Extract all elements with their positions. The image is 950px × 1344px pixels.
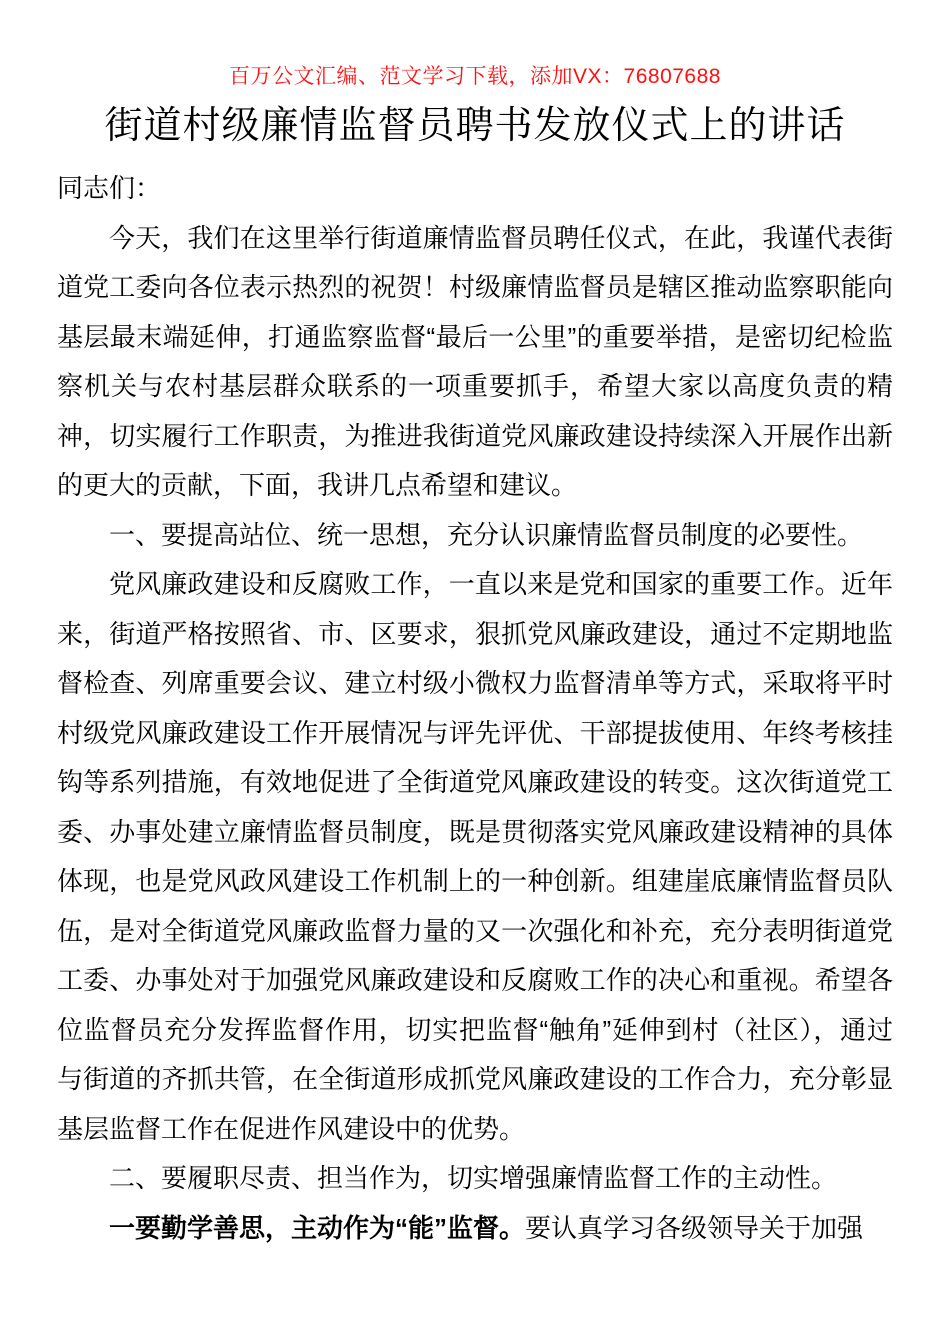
paragraph-section-2	[57, 1204, 893, 1254]
document-title: 街道村级廉情监督员聘书发放仪式上的讲话	[104, 105, 846, 147]
salutation: 同志们：	[57, 173, 162, 203]
promo-banner: 百万公文汇编、范文学习下载，添加VX：76807688	[229, 65, 721, 88]
paragraph-intro: 今天，我们在这里举行街道廉情监督员聘任仪式，在此，我谨代表街道党工委向各位表示热烈的祝贺！村级廉情监督员是辖区推动监察职能向基层最末端延伸，打通监察监督“最后一公里”的重要举措，是密切纪检监察机关与农村基层群众联系的一项重要抓手，希望大家以高度负责的精神，切实履行工作职责，为推进我街道党风廉政建设持续深入开展作出新的更大的贡献，下面，我讲几点希望和建议。	[57, 222, 893, 500]
paragraph-section-1: 党风廉政建设和反腐败工作，一直以来是党和国家的重要工作。近年来，街道严格按照省、市、区要求，狠抓党风廉政建设，通过不定期地监督检查、列席重要会议、建立村级小微权力监督清单等方式，采取将平时村级党风廉政建设工作开展情况与评先评优、干部提拔使用、年终考核挂钩等系列措施，有效地促进了全街道党风廉政建设的转变。这次街道党工委、办事处建立廉情监督员制度，既是贯彻落实党风廉政建设精神的具体体现，也是党风政风建设工作机制上的一种创新。组建崖底廉情监督员队伍，是对全街道党风廉政监督力量的又一次强化和补充，充分表明街道党工委、办事处对于加强党风廉政建设和反腐败工作的决心和重视。希望各位监督员充分发挥监督作用，切实把监督“触角”延伸到村（社区），通过与街道的齐抓共管，在全街道形成抓党风廉政建设的工作合力，充分彰显基层监督工作在促进作风建设中的优势。	[57, 569, 893, 1144]
section-heading-1: 一、要提高站位、统一思想，充分认识廉情监督员制度的必要性。	[109, 519, 864, 550]
document-body	[57, 164, 893, 1253]
paragraph-section-2-bold-lead: 一要勤学善思，主动作为“能”监督。	[109, 1212, 526, 1243]
paragraph-section-2-text: 要认真学习各级领导关于加强	[525, 1212, 864, 1243]
section-heading-2: 二、要履职尽责、担当作为，切实增强廉情监督工作的主动性。	[109, 1163, 838, 1193]
